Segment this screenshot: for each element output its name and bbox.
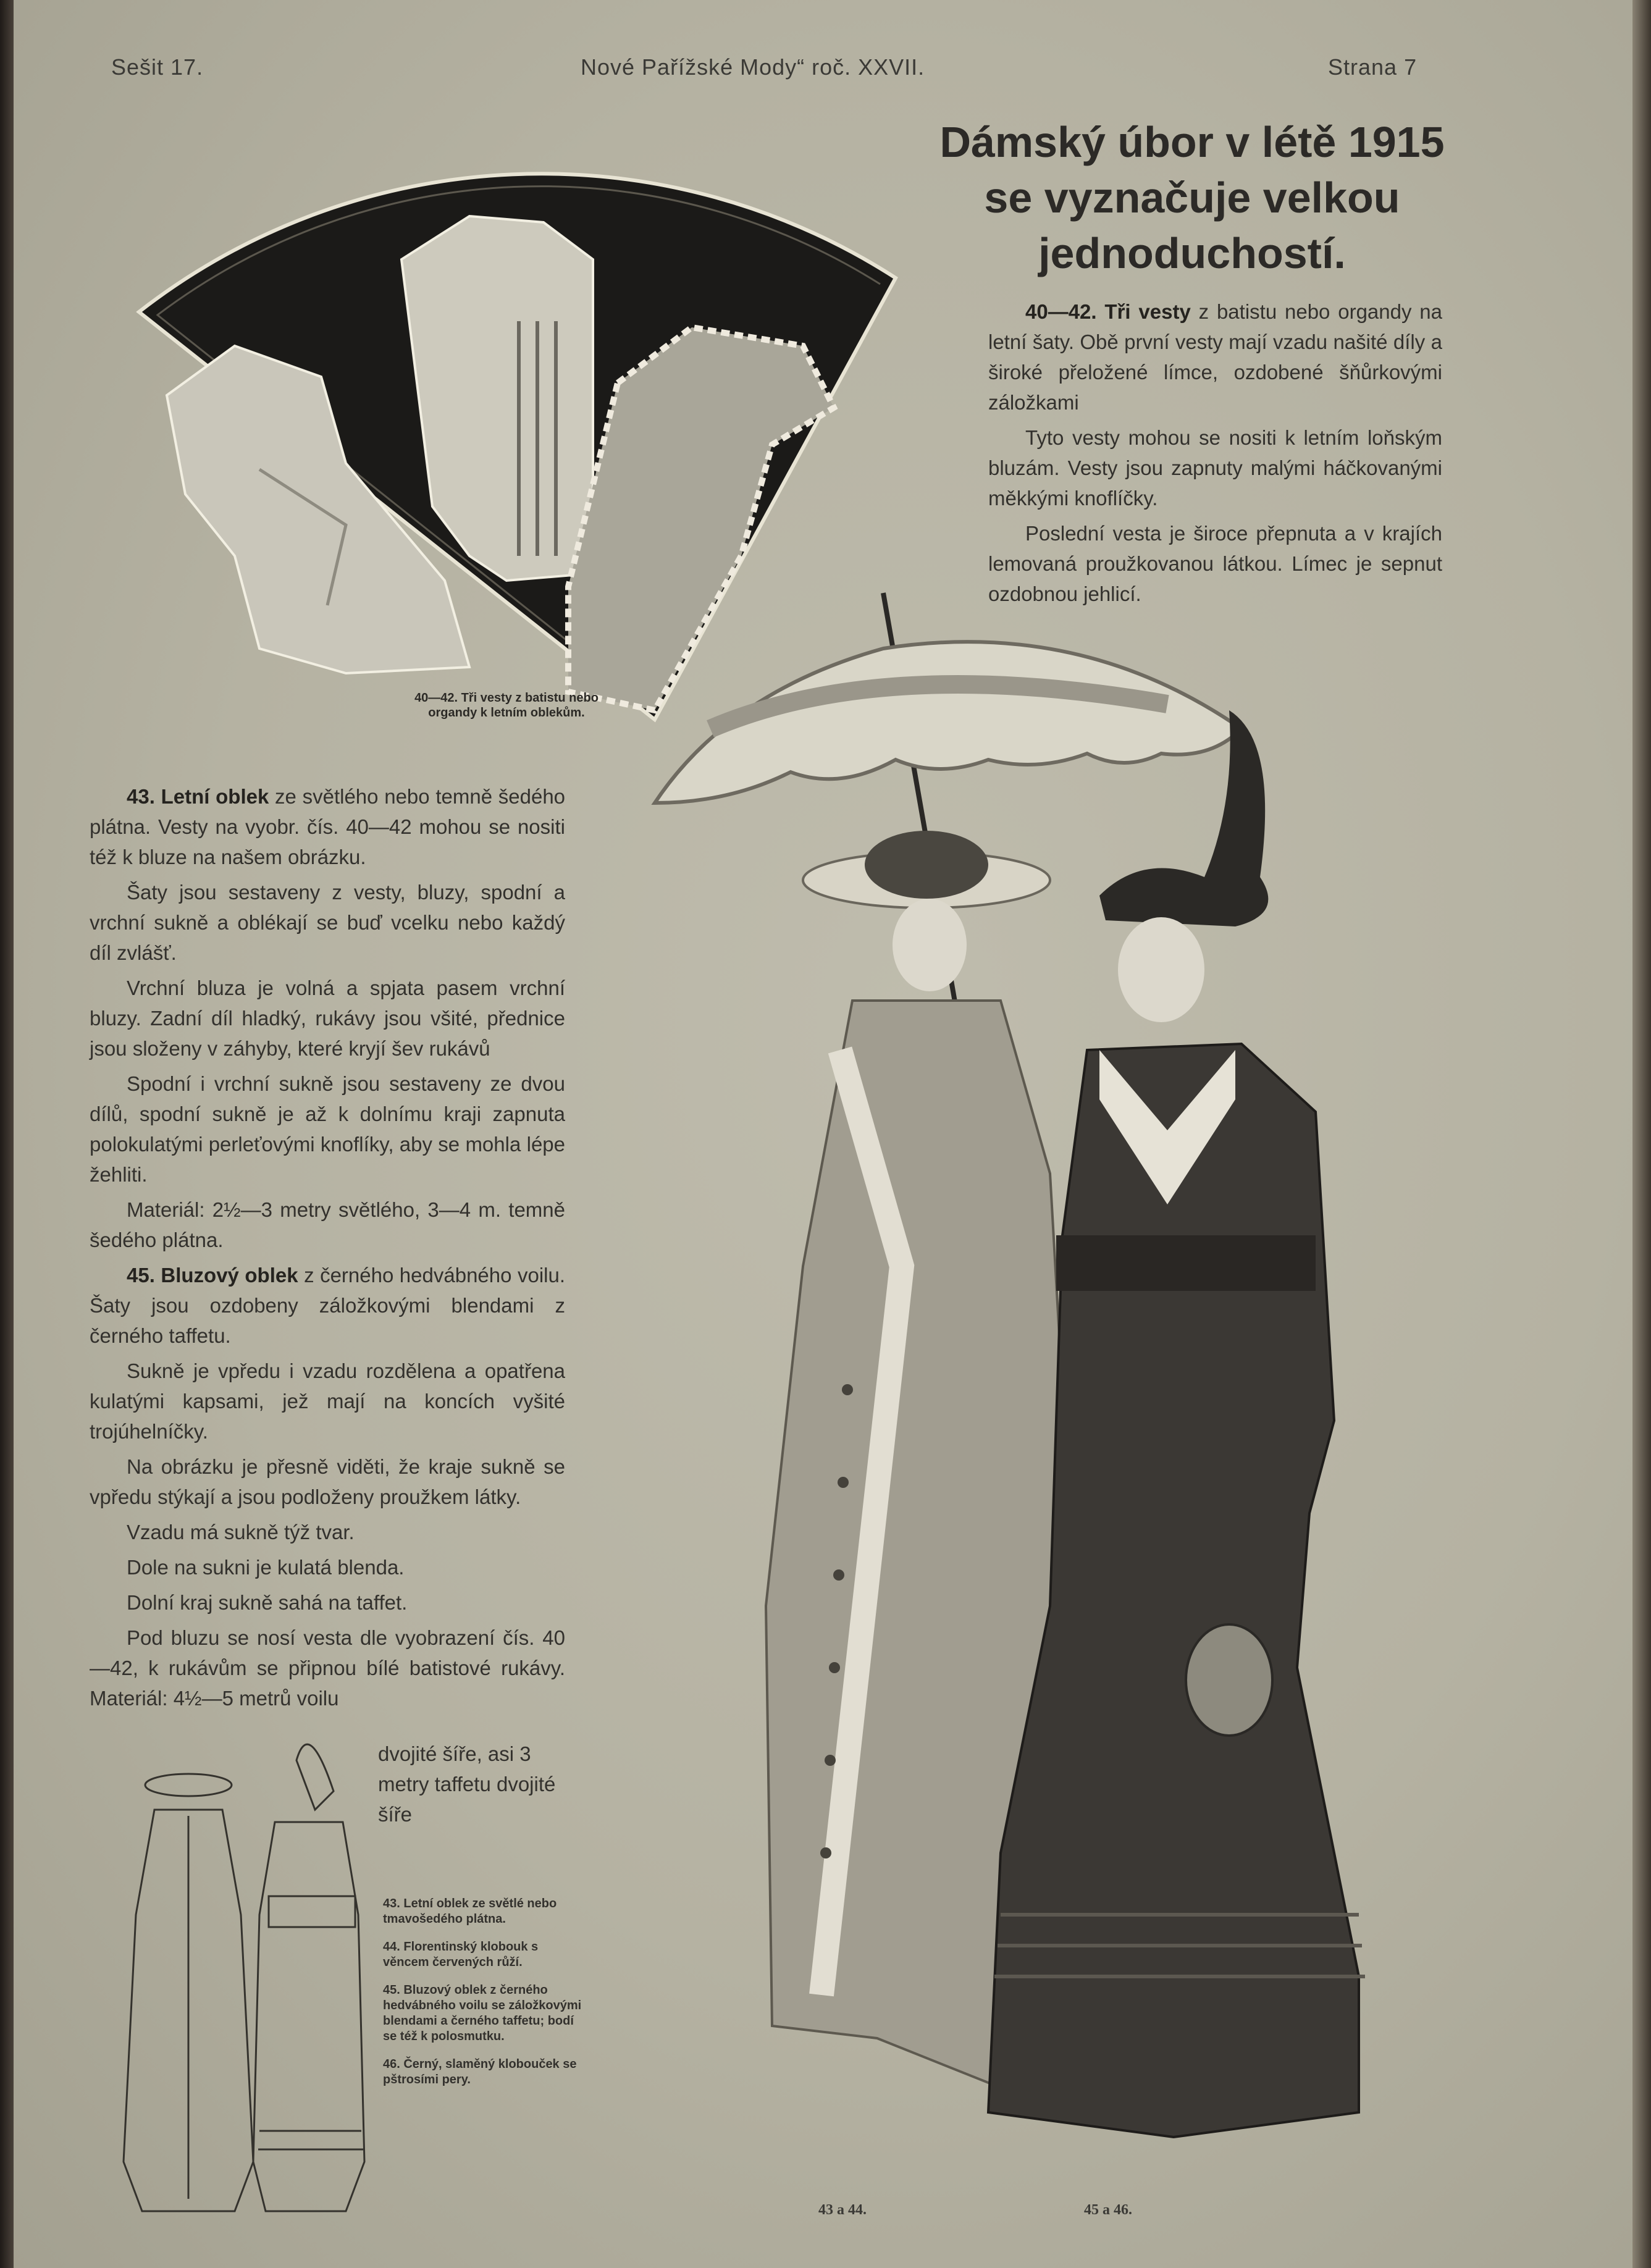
left-column-text [90,781,565,1718]
figure-label-43-44: 43 a 44. [818,2202,867,2218]
paragraph: Sukně je vpředu i vzadu rozdělena a opatřena kulatými kapsami, jež mají na koncích vyšité trojúhelníčky. [90,1359,565,1443]
paragraph: Na obrázku je přesně viděti, že kraje sukně se vpředu stýkají a jsou podloženy proužkem látky. [90,1455,565,1508]
paragraph: Dole na sukni je kulatá blenda. [127,1556,405,1579]
vests-paragraph-1: 40—42. Tři vesty z batistu nebo organdy na letní šaty. Obě první vesty mají vzadu našité díly a široké přeložené límce, ozdobené šňůrkovými záložkami [988,300,1443,414]
material-paragraph-tail: dvojité šíře, asi 3 metry taffetu dvojité šíře [378,1742,556,1826]
paragraph: Vrchní bluza je volná a spjata pasem vrchní bluzy. Zadní díl hladký, rukávy jsou všité, přednice jsou složeny v záhyby, které kryjí šev rukávů [90,976,565,1060]
material-paragraph: Pod bluzu se nosí vesta dle vyobrazení čís. 40—42, k rukávům se připnou bílé batistové rukávy. Materiál: 4½—5 metrů voilu [90,1626,565,1710]
outfit-45-paragraph: 45. Bluzový oblek z černého hedvábného voilu. Šaty jsou ozdobeny záložkovými blendami z černého taffetu. [90,1264,566,1347]
vests-text [988,296,1442,614]
caption-44: 44. Florentinský klobouk s věncem červených růží. [383,1940,539,1969]
vests-fan-illustration [139,174,896,720]
back-view-sketches [124,1744,364,2211]
issue-number: Sešit 17. [111,54,204,80]
outfit-43-paragraph: 43. Letní oblek ze světlého nebo temně šedého plátna. Vesty na vyobr. čís. 40—42 mohou se nositi též k bluze na našem obrázku. [90,785,566,868]
vests-paragraph-2: Tyto vesty mohou se nositi k letním loňským bluzám. Vesty jsou zapnuty malými háčkovanými měkkými knoflíčky. [988,426,1442,510]
caption-46: 46. Černý, slaměný klobouček se pštrosími pery. [383,2057,577,2086]
paragraph: Spodní i vrchní sukně jsou sestaveny ze dvou dílů, spodní sukně je až k dolnímu kraji zapnuta polokulatými perleťovými knoflíky, aby se mohla lépe žehliti. [90,1072,565,1186]
page-number: Strana 7 [1328,54,1418,80]
caption-45: 45. Bluzový oblek z černého hedvábného voilu se záložkovými blendami a černého taffetu; bodí se též k polosmutku. [383,1983,582,2043]
figure-captions [383,1896,587,2100]
material-paragraph: Materiál: 2½—3 metry světlého, 3—4 m. temně šedého plátna. [90,1198,565,1251]
magazine-title: Nové Pařížské Mody“ roč. XXVII. [581,54,925,80]
paragraph: Dolní kraj sukně sahá na taffet. [127,1591,408,1614]
paragraph: Vzadu má sukně týž tvar. [127,1521,355,1544]
vests-paragraph-3: Poslední vesta je široce přepnuta a v krajích lemovaná proužkovanou látkou. Límec je sepnut ozdobnou jehlicí. [988,522,1442,605]
figure-label-45-46: 45 a 46. [1084,2202,1132,2218]
paragraph: Šaty jsou sestaveny z vesty, bluzy, spodní a vrchní sukně a oblékají se buď vcelku nebo každý díl zvlášť. [90,881,565,964]
page-title: Dámský úbor v létě 1915 se vyznačuje velkou jednoduchostí. [939,118,1445,277]
caption-43: 43. Letní oblek ze světlé nebo tmavošedého plátna. [383,1897,557,1926]
vests-caption: 40—42. Tři vesty z batistu nebo organdy k letním oblekům. [414,691,599,720]
